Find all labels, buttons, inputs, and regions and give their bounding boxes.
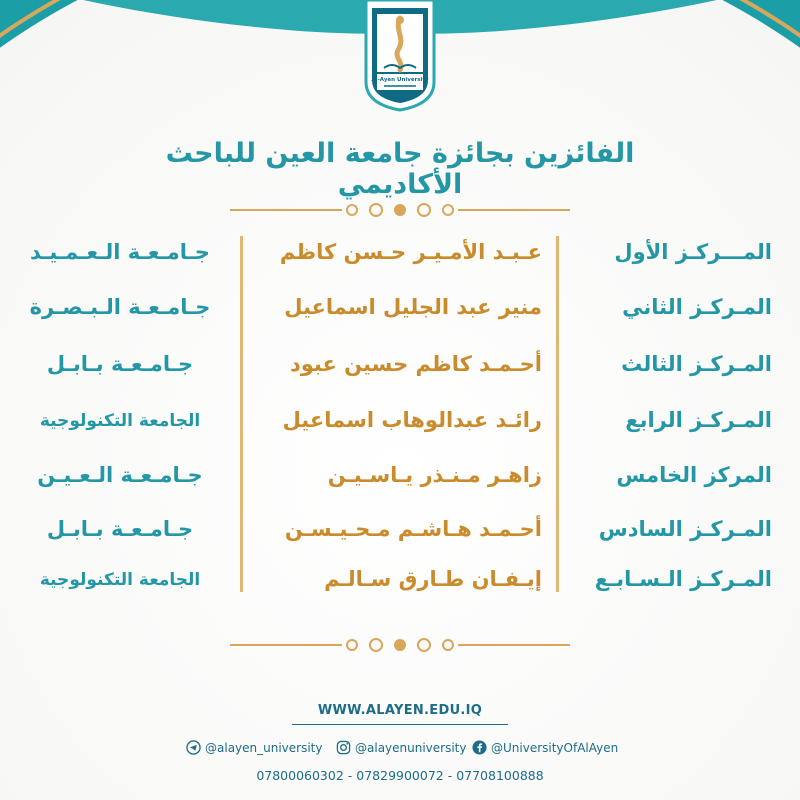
ornament-divider-top — [230, 200, 570, 220]
winner-rank: المركز الخامس — [616, 463, 772, 487]
winner-university: جـامـعـة الـعـيـن — [37, 463, 203, 487]
winner-name: رائـد عبدالوهاب اسماعيل — [282, 408, 542, 432]
winner-university: الجامعة التكنولوجية — [39, 411, 201, 431]
column-divider-right — [556, 236, 559, 592]
telegram-icon — [186, 740, 201, 755]
winner-name: إيـفـان طـارق سـالـم — [324, 567, 542, 591]
winner-university: جـامـعـة الـبـصـرة — [29, 295, 211, 319]
university-logo — [360, 0, 440, 112]
winner-rank: المـــركـز الأول — [614, 240, 772, 264]
winner-university: جـامـعـة الـعـمـيـد — [30, 240, 210, 264]
winner-rank: المـركـز السادس — [598, 517, 772, 541]
facebook-label: @UniversityOfAlAyen — [491, 740, 619, 755]
winner-university: جـامـعـة بـابـل — [46, 517, 194, 541]
winner-university: الجامعة التكنولوجية — [39, 570, 201, 590]
winner-name: أحـمـد كاظم حسين عبود — [289, 352, 542, 376]
website-link[interactable]: WWW.ALAYEN.EDU.IQ — [317, 703, 483, 718]
winner-rank: المـركـز الـسـابـع — [594, 567, 772, 591]
winner-name: عـبـد الأمـيـر حـسن كاظم — [279, 240, 542, 264]
instagram-icon — [336, 740, 351, 755]
page-title: الفائزين بجائزة جامعة العين للباحث الأكاديمي — [165, 138, 635, 200]
winner-rank: المـركـز الثاني — [622, 295, 772, 319]
ornament-divider-bottom — [230, 635, 570, 655]
logo-text: Al-Ayen University — [371, 77, 429, 83]
facebook-handle[interactable] — [472, 740, 618, 755]
winner-name: زاهـر مـنـذر يـاسـيـن — [327, 463, 542, 487]
instagram-label: @alayenuniversity — [355, 740, 467, 755]
winner-name: منير عبد الجليل اسماعيل — [284, 295, 542, 319]
winner-university: جـامـعـة بـابـل — [46, 352, 194, 376]
winner-rank: المـركـز الثالث — [621, 352, 772, 376]
instagram-handle[interactable] — [336, 740, 467, 755]
winner-name: أحـمـد هـاشـم مـحـيـسـن — [284, 517, 542, 541]
facebook-icon — [472, 740, 487, 755]
website-underline — [292, 724, 508, 725]
telegram-label: @alayen_university — [205, 740, 323, 755]
column-divider-left — [240, 236, 243, 592]
phone-numbers: 07800060302 - 07829900072 - 07708100888 — [256, 768, 544, 783]
winner-rank: المـركـز الرابع — [625, 408, 772, 432]
telegram-handle[interactable] — [186, 740, 323, 755]
